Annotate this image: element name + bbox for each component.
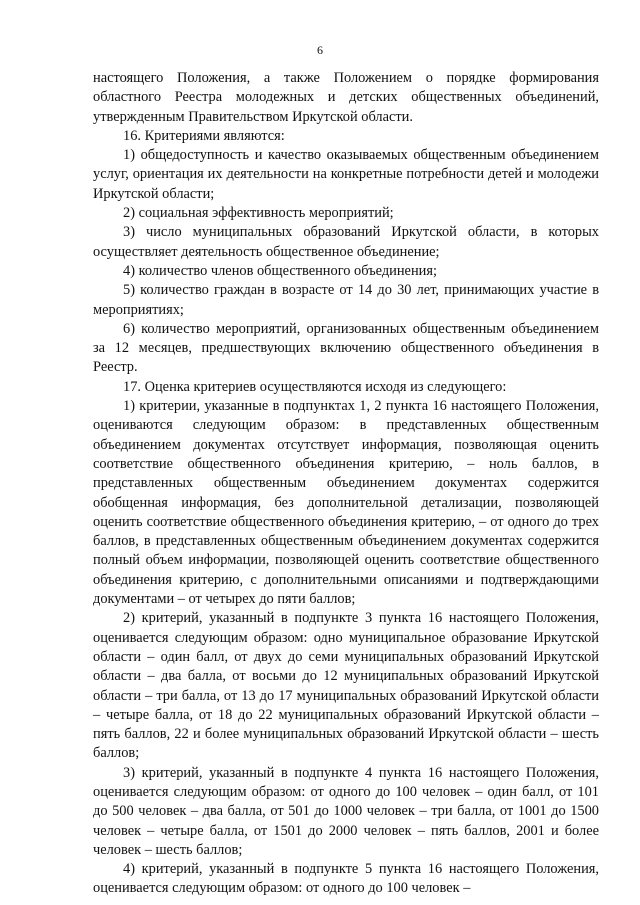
- paragraph-16-heading: 16. Критериями являются:: [123, 127, 285, 144]
- paragraph-17-heading: 17. Оценка критериев осуществляются исходя из следующего:: [123, 378, 507, 395]
- paragraph-16-item-5: 5) количество граждан в возрасте от 14 до 30 лет, принимающих участие в мероприятиях;: [93, 282, 599, 318]
- paragraph-16-item-6: 6) количество мероприятий, организованных общественным объединением за 12 месяцев, предшествующих включению общественного объединения в Реестр.: [93, 320, 599, 376]
- paragraph-17-item-4: 4) критерий, указанный в подпункте 5 пункта 16 настоящего Положения, оценивается следующим образом: от одного до 100 человек –: [93, 861, 599, 897]
- paragraph-16-item-4: 4) количество членов общественного объединения;: [123, 262, 437, 279]
- paragraph-17-item-3: 3) критерий, указанный в подпункте 4 пункта 16 настоящего Положения, оценивается следующим образом: от одного до 100 человек – один балл, от 101 до 500 человек – два балла, от 501 до 1000 человек – три балла, от 1001 до 1500 человек – четыре балла, от 1501 до 2000 человек – пять баллов, 2001 и более человек – шесть баллов;: [93, 764, 599, 858]
- paragraph-17-item-1: 1) критерии, указанные в подпунктах 1, 2 пункта 16 настоящего Положения, оцениваются следующим образом: в представленных общественным объединением документах отсутствует информация, позволяющая оценить соответствие общественного объединения критерию, – ноль баллов, в представленных общественным объединением документах содержится обобщенная информация, без дополнительной детализации, позволяющей оценить соответствие общественного объединения критерию, – от одного до трех баллов, в представленных общественным объединением документах содержится полный объем информации, позволяющей оценить соответствие общественного объединения критерию, с дополнительными описаниями и подтверждающими документами – от четырех до пяти баллов;: [93, 398, 599, 608]
- document-body: [93, 69, 599, 899]
- paragraph-16-item-1: 1) общедоступность и качество оказываемых общественным объединением услуг, ориентация их деятельности на конкретные потребности детей и молодежи Иркутской области;: [93, 147, 599, 202]
- paragraph-17-item-2: 2) критерий, указанный в подпункте 3 пункта 16 настоящего Положения, оценивается следующим образом: одно муниципальное образование Иркутской области – один балл, от двух до семи муниципальных образований Иркутской области – два балла, от восьми до 12 муниципальных образований Иркутской области – три балла, от 13 до 17 муниципальных образований Иркутской области – четыре балла, от 18 до 22 муниципальных образований Иркутской области – пять баллов, 22 и более муниципальных образований Иркутской области – шесть баллов;: [93, 610, 599, 762]
- paragraph-continuation: настоящего Положения, а также Положением о порядке формирования областного Реестра молодежных и детских общественных объединений, утвержденным Правительством Иркутской области.: [93, 70, 599, 125]
- page-number: 6: [317, 43, 323, 57]
- paragraph-16-item-2: 2) социальная эффективность мероприятий;: [123, 205, 394, 222]
- paragraph-16-item-3: 3) число муниципальных образований Иркутской области, в которых осуществляет деятельность общественное объединение;: [93, 224, 599, 260]
